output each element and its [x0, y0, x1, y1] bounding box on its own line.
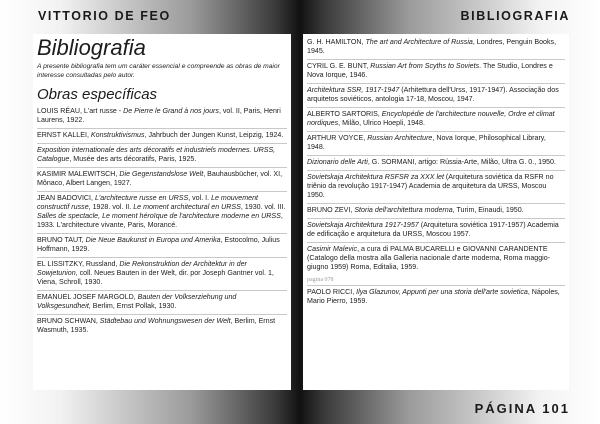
bibliography-entry: [307, 243, 565, 275]
entry-text: JEAN BADOVICI,: [37, 194, 95, 203]
bibliography-right-column: [303, 34, 569, 390]
entry-title-italic: Russian Art from Scyths to Soviets: [370, 62, 480, 70]
running-header-author: VITTORIO DE FEO: [38, 9, 171, 23]
entry-title-italic: Encyclopédie de l'architecture nouvelle, Ordre et climat nordiques: [307, 110, 555, 127]
entry-text: , Turim, Einaudi, 1950.: [452, 206, 524, 214]
bibliography-entry: [307, 219, 565, 243]
entry-title-italic: Sovietskaja Architektura 1917-1957: [307, 221, 419, 229]
entry-text: G. H. HAMILTON,: [307, 38, 366, 46]
bibliography-entry: [307, 108, 565, 132]
entry-title-italic: Dizionario delle Arti: [307, 158, 368, 166]
entry-text: (Arhitettura dell'Urss, 1917-1947). Associação dos arquitetos soviéticos, antologia 17-18, Moscou, 1947.: [307, 86, 559, 103]
entry-title-italic: Städtebau und Wohnungswesen der Welt: [99, 317, 231, 326]
entry-text: , a cura di PALMA BUCARELLI e GIOVANNI CARANDENTE (Catalogo della mostra alla Galleria nacionale d'arte moderna, Roma maggio-giugno 1959) Roma, Editalia, 1959.: [307, 245, 551, 271]
entry-text: , Berlim, Ernst Pollak, 1930.: [88, 302, 177, 311]
entry-text: ALBERTO SARTORIS,: [307, 110, 382, 118]
entry-text: , Nova Iorque, Philosophical Library, 1948.: [307, 134, 546, 151]
entry-title-italic: Ilya Glazunov, Appunti per una storia dell'arte sovietica: [356, 288, 528, 296]
entry-text: , Musée des arts décoratifs, Paris, 1925.: [69, 155, 197, 164]
bibliography-list-right-continued: [307, 286, 565, 309]
bibliography-entry: [307, 286, 565, 309]
bibliography-entry: [37, 315, 287, 338]
running-header-section: BIBLIOGRAFIA: [460, 9, 570, 23]
bibliography-list-left: [37, 105, 287, 338]
entry-text: , 1928. vol. II.: [88, 203, 134, 212]
entry-title-italic: L'architecture russe en URSS: [94, 194, 189, 203]
entry-text: CYRIL G. E. BUNT,: [307, 62, 371, 70]
entry-text: , Milão, Ulrico Hoepli, 1948.: [338, 119, 425, 127]
bibliography-entry: [37, 291, 287, 315]
entry-title-italic: De Pierre le Grand à nos jours: [123, 107, 219, 116]
bibliography-entry: [37, 105, 287, 129]
entry-title-italic: Russian Architecture: [367, 134, 433, 142]
entry-text: L'art russe -: [83, 107, 124, 116]
entry-title-italic: Bauten der Volkserziehung und Volksgesundheit: [37, 293, 237, 311]
entry-title-italic: Architektura SSR, 1917-1947: [307, 86, 400, 94]
entry-title-italic: Exposition internationale des arts décoratifs et industriels modernes. URSS, Catalogue: [37, 146, 276, 164]
bibliography-entry: [37, 144, 287, 168]
page-reference: pagina 078: [307, 275, 565, 286]
entry-title-italic: Storia dell'architettura moderna: [354, 206, 453, 214]
entry-text: EMANUEL JOSEF MARGOLD,: [37, 293, 138, 302]
bibliography-entry: [307, 84, 565, 108]
bibliography-entry: [37, 192, 287, 234]
entry-title-italic: Casimir Malevic: [307, 245, 358, 253]
bibliography-left-column: [33, 34, 291, 390]
entry-text: ERNST KALLEI,: [37, 131, 91, 140]
entry-text: BRUNO SCHWAN,: [37, 317, 100, 326]
entry-title-italic: The art and Architecture of Russia: [365, 38, 473, 46]
bibliography-entry: [37, 258, 287, 291]
bibliography-entry: [307, 171, 565, 204]
bibliography-entry: [307, 156, 565, 171]
entry-text: , 1930. vol. III.: [240, 203, 286, 212]
entry-title-italic: Le moment architectural en URSS: [133, 203, 241, 212]
entry-text: BRUNO TAUT,: [37, 236, 86, 245]
entry-text: , Berlim, Ernst Wasmuth, 1935.: [37, 317, 276, 335]
entry-text: , G. SORMANI, artigo: Rússia-Arte, Milão, Ultra G. 0., 1950.: [367, 158, 556, 166]
entry-text: KASIMIR MALEWITSCH,: [37, 170, 120, 179]
bibliography-entry: [307, 36, 565, 60]
bibliography-entry: [307, 204, 565, 219]
entry-text: (Arquitetura soviética 1917-1957) Academia de edificação e arquitetura da URSS, Moscou 1957.: [307, 221, 559, 238]
entry-text: , Jahrbuch der Jungen Kunst, Leipzig, 1924.: [144, 131, 284, 140]
entry-text: , Estocolmo, Julius Hoffmann, 1929.: [37, 236, 280, 254]
page-title: Bibliografia: [37, 35, 146, 60]
entry-text: , vol. II, Paris, Henri Laurens, 1922.: [37, 107, 281, 125]
entry-text: BRUNO ZEVI,: [307, 206, 355, 214]
page-number: PÁGINA 101: [474, 401, 570, 416]
bibliography-entry: [37, 234, 287, 258]
entry-title-italic: Sovietskaja Architektura RSFSR za XXX let: [307, 173, 444, 181]
entry-title-italic: Die Gegenstandslose Welt: [119, 170, 204, 179]
entry-text: . The Studio, Londres e Nova Iorque, 1946.: [307, 62, 553, 79]
entry-text: , coll. Neues Bauten in der Welt, dir. por Joseph Gantner vol. 1, Viena, Schroll, 1930.: [37, 269, 274, 287]
entry-title-italic: Die Rekonstruktion der Architektur in der Sowjetunion: [37, 260, 247, 278]
entry-title-italic: Le mouvement constructif russe: [37, 194, 258, 212]
bibliography-entry: [37, 168, 287, 192]
entry-title-italic: Konstruktivismus: [90, 131, 145, 140]
entry-text: EL LISSITZKY, Russland,: [37, 260, 120, 269]
entry-text: ARTHUR VOYCE,: [307, 134, 368, 142]
entry-text: , 1933. L'architecture vivante, Paris, Morancé.: [37, 212, 283, 230]
bibliography-list-right: [307, 36, 565, 275]
entry-title-italic: Die Neue Baukunst in Europa und Amerika: [85, 236, 221, 245]
entry-text: PAOLO RICCI,: [307, 288, 357, 296]
bibliography-entry: [307, 60, 565, 84]
entry-text: , vol. I.: [188, 194, 212, 203]
entry-text: , Nápoles, Mario Pierro, 1959.: [307, 288, 560, 305]
entry-text: , Londres, Penguin Books, 1945.: [307, 38, 557, 55]
intro-text: A presente bibliografia tem um caráter essencial e compreende as obras de maior interesse consultadas pelo autor.: [37, 63, 280, 79]
entry-text: , Bauhausbücher, vol. XI, Mônaco, Albert Langen, 1927.: [37, 170, 283, 188]
bibliography-entry: [307, 132, 565, 156]
entry-text: LOUIS RÉAU,: [37, 107, 84, 116]
bibliography-entry: [37, 129, 287, 144]
section-title: Obras específicas: [37, 86, 158, 104]
entry-title-italic: Salles de spectacle, Le moment héroïque de l'architecture moderne en URSS: [37, 212, 281, 221]
entry-text: (Arquitetura soviética da RSFR no triênio da revolução 1917-1947) Academia de arquitetura da URSS, Moscou 1950.: [307, 173, 554, 199]
